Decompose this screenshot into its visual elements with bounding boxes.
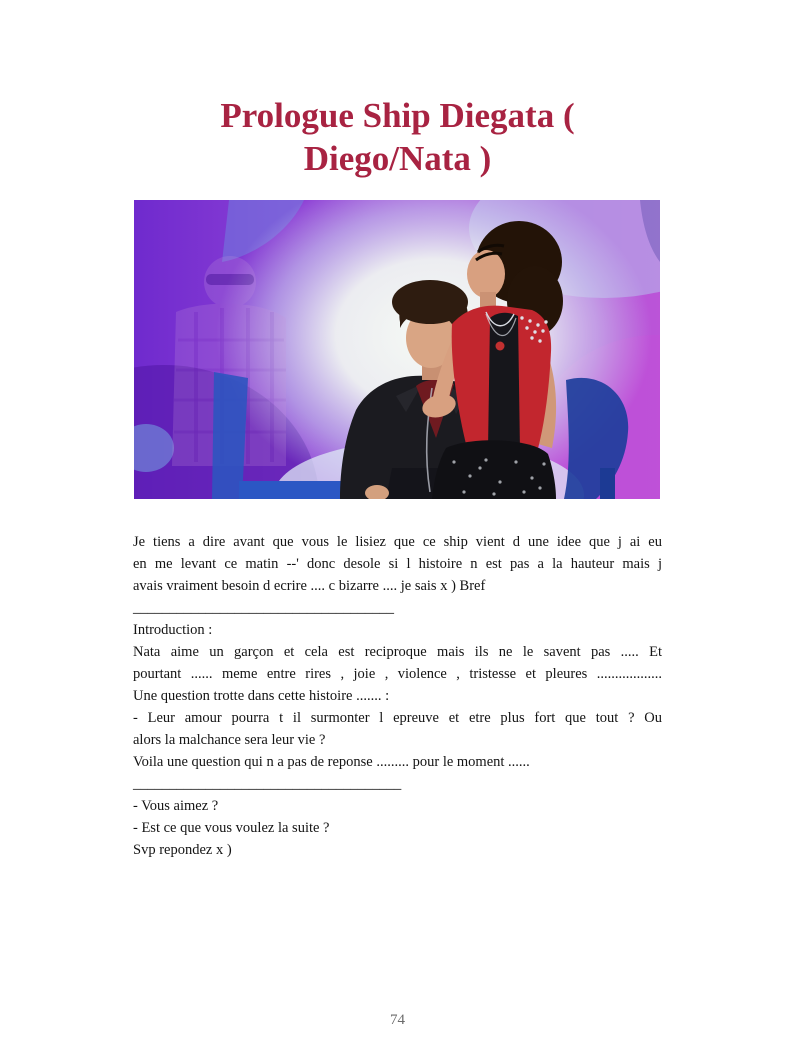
body-line: - Est ce que vous voulez la suite ?	[133, 820, 330, 836]
body-line: pourtant ...... meme entre rires , joie , violence , tristesse et pleures ..................	[133, 666, 662, 682]
body-line: - Leur amour pourra t il surmonter l epreuve et etre plus fort que tout ? Ou	[133, 710, 662, 726]
story-text	[133, 531, 662, 861]
body-line: Une question trotte dans cette histoire ....... :	[133, 688, 390, 704]
body-line: avais vraiment besoin d ecrire .... c bizarre .... je sais x ) Bref	[133, 578, 486, 594]
body-line: Je tiens a dire avant que vous le lisiez que ce ship vient d une idee que j ai eu	[133, 534, 662, 550]
body-line: - Vous aimez ?	[133, 798, 219, 814]
divider-line: _____________________________________	[133, 776, 402, 792]
body-line: Introduction :	[133, 622, 213, 638]
body-line: en me levant ce matin --' donc desole si l histoire n est pas a la hauteur mais j	[133, 556, 662, 572]
story-cover-photo	[134, 200, 660, 499]
divider-line: ____________________________________	[133, 600, 394, 616]
page-title: Prologue Ship Diegata ( Diego/Nata )	[220, 96, 575, 178]
body-line: Voila une question qui n a pas de reponse ......... pour le moment ......	[133, 754, 530, 770]
body-line: Svp repondez x )	[133, 842, 232, 858]
cover-illustration	[134, 200, 660, 499]
body-line: Nata aime un garçon et cela est reciproque mais ils ne le savent pas ..... Et	[133, 644, 662, 660]
body-line: alors la malchance sera leur vie ?	[133, 732, 326, 748]
page-number: 74	[390, 1012, 405, 1028]
